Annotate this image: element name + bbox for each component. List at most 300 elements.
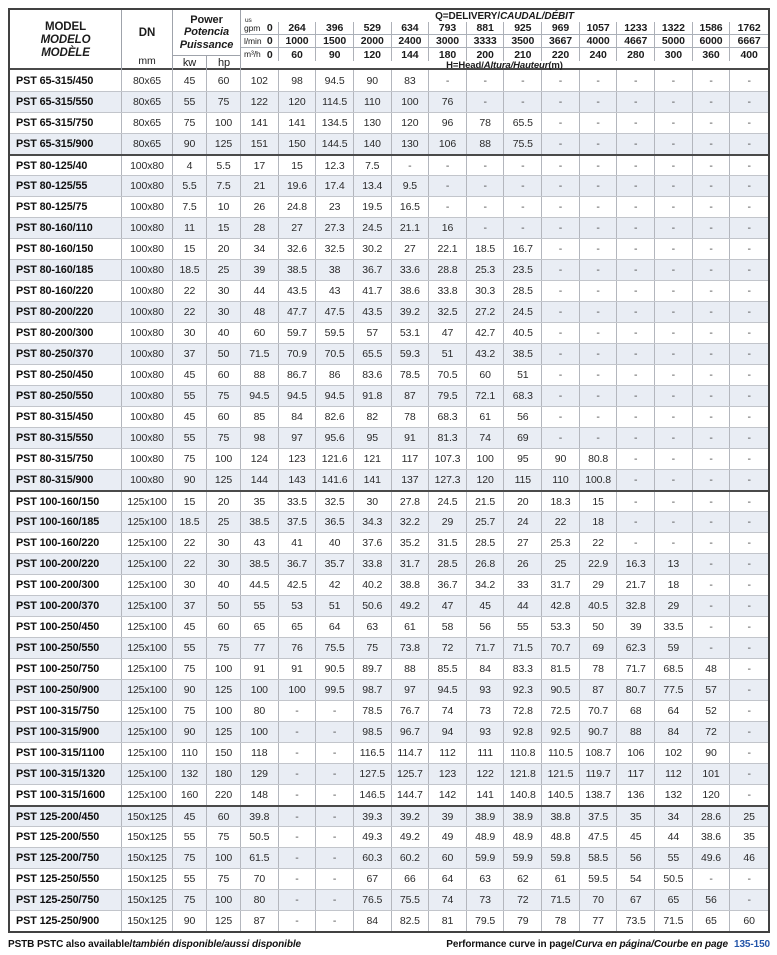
hp-value-cell: 100 xyxy=(207,848,241,868)
head-value-cell: - xyxy=(467,156,505,175)
head-value-cell: - xyxy=(747,894,751,906)
head-value-cell: - xyxy=(747,432,751,444)
head-value-cell: 39.8 xyxy=(241,807,279,826)
head-value-cell: 86 xyxy=(316,365,354,385)
table-row xyxy=(10,700,768,721)
head-value-cell: 33.6 xyxy=(392,260,430,280)
kw-value-cell: 75 xyxy=(173,659,207,679)
model-name-cell: PST 80-125/75 xyxy=(10,197,122,217)
hp-value-cell: 75 xyxy=(207,827,241,847)
hp-value-cell: 40 xyxy=(207,323,241,343)
head-value-cell: 71.7 xyxy=(467,638,505,658)
head-value-cell: - xyxy=(429,176,467,196)
table-row xyxy=(10,889,768,910)
head-value-cell: 49.3 xyxy=(354,827,392,847)
kw-value-cell: 7.5 xyxy=(173,197,207,217)
kw-value-cell: 15 xyxy=(173,492,207,511)
head-value-cell: 78 xyxy=(580,659,618,679)
head-value-cell: 92.8 xyxy=(504,722,542,742)
head-value-cell: - xyxy=(279,827,317,847)
table-row xyxy=(10,595,768,616)
head-value-cell: 37.5 xyxy=(580,807,618,826)
head-value-cell: 94.5 xyxy=(429,680,467,700)
head-value-cell: 75.5 xyxy=(392,890,430,910)
dn-value-cell: 150x125 xyxy=(122,869,173,889)
head-value-cell: - xyxy=(467,218,505,238)
head-value-cell: - xyxy=(467,197,505,217)
table-row xyxy=(10,133,768,154)
hp-value-cell: 10 xyxy=(207,197,241,217)
head-value-cell: 34 xyxy=(655,807,693,826)
kw-unit-header: kw xyxy=(173,56,207,70)
flow-value: 180 xyxy=(429,48,467,61)
kw-value-cell: 55 xyxy=(173,869,207,889)
head-value-cell: - xyxy=(747,264,751,276)
flow-column-headers xyxy=(241,10,768,70)
head-value-cell: 23 xyxy=(316,197,354,217)
kw-value-cell: 75 xyxy=(173,701,207,721)
model-name-cell: PST 100-160/185 xyxy=(10,512,122,532)
head-value-cell: 38.6 xyxy=(392,281,430,301)
kw-value-cell: 37 xyxy=(173,344,207,364)
head-value-cell: - xyxy=(580,407,618,427)
h-title-unit: (m) xyxy=(548,60,563,71)
head-value-cell: 82.5 xyxy=(392,911,430,931)
head-value-cell: - xyxy=(693,492,731,511)
head-value-cell: 108.7 xyxy=(580,743,618,763)
kw-value-cell: 18.5 xyxy=(173,260,207,280)
head-value-cell: 72 xyxy=(429,638,467,658)
head-value-cell: 23.5 xyxy=(504,260,542,280)
h-title-en: H=Head/ xyxy=(446,60,484,71)
head-value-cell: - xyxy=(655,302,693,322)
flow-value: 280 xyxy=(617,48,655,61)
head-value-cell: 39.3 xyxy=(354,807,392,826)
head-value-cell: 90.5 xyxy=(316,659,354,679)
dn-column-header xyxy=(122,10,173,70)
head-value-cell: - xyxy=(693,617,731,637)
head-value-cell: - xyxy=(617,176,655,196)
head-value-cell: - xyxy=(580,156,618,175)
kw-value-cell: 90 xyxy=(173,680,207,700)
us-label: us xyxy=(245,16,252,24)
head-value-cell: - xyxy=(279,743,317,763)
head-value-cell: - xyxy=(542,239,580,259)
flow-value: 240 xyxy=(580,48,618,61)
head-value-cell: 94.5 xyxy=(316,70,354,91)
head-value-cell: 44 xyxy=(504,596,542,616)
head-value-cell: 68 xyxy=(617,701,655,721)
head-value-cell: 16.3 xyxy=(617,554,655,574)
head-value-cell: 32.5 xyxy=(429,302,467,322)
table-row xyxy=(10,532,768,553)
head-value-cell: 89.7 xyxy=(354,659,392,679)
head-value-cell: 30.2 xyxy=(354,239,392,259)
zero-flow-value: 0 xyxy=(266,35,273,47)
dn-unit-mm: mm xyxy=(138,55,156,67)
head-value-cell: 27 xyxy=(504,533,542,553)
model-name-cell: PST 80-315/750 xyxy=(10,449,122,469)
flow-value: 300 xyxy=(655,48,693,61)
head-value-cell: 123 xyxy=(429,764,467,784)
head-value-cell: 29 xyxy=(655,596,693,616)
model-name-cell: PST 100-315/1600 xyxy=(10,785,122,805)
dn-value-cell: 100x80 xyxy=(122,218,173,238)
head-value-cell: 33 xyxy=(504,575,542,595)
head-value-cell: 112 xyxy=(655,764,693,784)
head-value-cell: 38.5 xyxy=(241,512,279,532)
head-value-cell: 71.7 xyxy=(617,659,655,679)
head-value-cell: 53.3 xyxy=(542,617,580,637)
head-value-cell: 35 xyxy=(617,807,655,826)
model-name-cell: PST 100-200/220 xyxy=(10,554,122,574)
head-value-cell: - xyxy=(693,407,731,427)
head-value-cell: - xyxy=(542,70,580,91)
head-value-cell: 72.8 xyxy=(504,701,542,721)
flow-value: 529 xyxy=(354,22,392,34)
head-value-cell: 107.3 xyxy=(429,449,467,469)
head-value-cell: 80 xyxy=(241,890,279,910)
head-value-cell: - xyxy=(655,323,693,343)
head-value-cell: 56 xyxy=(467,617,505,637)
head-value-cell: 70.9 xyxy=(279,344,317,364)
head-value-cell: 24.5 xyxy=(504,302,542,322)
kw-value-cell: 22 xyxy=(173,554,207,574)
kw-value-cell: 132 xyxy=(173,764,207,784)
head-value-cell: 30.3 xyxy=(467,281,505,301)
head-value-cell: 29 xyxy=(429,512,467,532)
kw-value-cell: 18.5 xyxy=(173,512,207,532)
dn-value-cell: 125x100 xyxy=(122,596,173,616)
dn-value-cell: 125x100 xyxy=(122,785,173,805)
head-value-cell: 68.3 xyxy=(429,407,467,427)
head-value-cell: 79 xyxy=(504,911,542,931)
head-value-cell: - xyxy=(617,260,655,280)
head-value-cell: - xyxy=(693,92,731,112)
head-value-cell: 91 xyxy=(279,659,317,679)
head-value-cell: 64 xyxy=(655,701,693,721)
hp-value-cell: 100 xyxy=(207,113,241,133)
head-value-cell: 85.5 xyxy=(429,659,467,679)
head-value-cell: - xyxy=(747,474,751,486)
head-value-cell: - xyxy=(617,134,655,154)
model-name-cell: PST 100-160/220 xyxy=(10,533,122,553)
head-value-cell: 60 xyxy=(743,915,755,927)
hp-value-cell: 75 xyxy=(207,386,241,406)
head-value-cell: 44 xyxy=(241,281,279,301)
head-value-cell: 36.7 xyxy=(429,575,467,595)
dn-value-cell: 80x65 xyxy=(122,70,173,91)
head-value-cell: 59.8 xyxy=(542,848,580,868)
hp-value-cell: 75 xyxy=(207,92,241,112)
head-value-cell: 58.5 xyxy=(580,848,618,868)
head-value-cell: 70.5 xyxy=(429,365,467,385)
head-value-cell: 52 xyxy=(693,701,731,721)
table-row xyxy=(10,910,768,931)
q-title-en: Q=DELIVERY/ xyxy=(435,11,501,22)
head-value-cell: - xyxy=(542,365,580,385)
head-value-cell: - xyxy=(580,302,618,322)
head-value-cell: 121.5 xyxy=(542,764,580,784)
dn-value-cell: 100x80 xyxy=(122,407,173,427)
hp-value-cell: 15 xyxy=(207,218,241,238)
head-value-cell: - xyxy=(617,407,655,427)
head-value-cell: 27.2 xyxy=(467,302,505,322)
hp-value-cell: 20 xyxy=(207,239,241,259)
head-value-cell: 121 xyxy=(354,449,392,469)
flow-value: 1233 xyxy=(617,22,655,34)
table-row xyxy=(10,805,768,826)
hp-value-cell: 50 xyxy=(207,344,241,364)
head-value-cell: 40.5 xyxy=(504,323,542,343)
head-value-cell: 140.5 xyxy=(542,785,580,805)
head-value-cell: 78.5 xyxy=(392,365,430,385)
table-row xyxy=(10,70,768,91)
kw-value-cell: 55 xyxy=(173,638,207,658)
head-value-cell: - xyxy=(693,428,731,448)
head-value-cell: - xyxy=(580,176,618,196)
head-value-cell: 27.8 xyxy=(392,492,430,511)
head-value-cell: 57 xyxy=(693,680,731,700)
head-value-cell: 97 xyxy=(392,680,430,700)
head-value-cell: 76.5 xyxy=(354,890,392,910)
head-value-cell: 58 xyxy=(429,617,467,637)
head-value-cell: 31.7 xyxy=(542,575,580,595)
head-value-cell: - xyxy=(655,239,693,259)
head-value-cell: 130 xyxy=(354,113,392,133)
head-value-cell: - xyxy=(747,642,751,654)
model-name-cell: PST 100-160/150 xyxy=(10,492,122,511)
head-value-cell: 50 xyxy=(580,617,618,637)
head-value-cell: 60.2 xyxy=(392,848,430,868)
head-value-cell: 67 xyxy=(617,890,655,910)
table-row xyxy=(10,784,768,805)
head-value-cell: - xyxy=(542,113,580,133)
head-value-cell: - xyxy=(617,533,655,553)
head-value-cell: 59.5 xyxy=(580,869,618,889)
head-value-cell: - xyxy=(467,70,505,91)
head-value-cell: 59.9 xyxy=(504,848,542,868)
hp-value-cell: 30 xyxy=(207,554,241,574)
head-value-cell: 17.4 xyxy=(316,176,354,196)
table-row xyxy=(10,385,768,406)
flow-value: 60 xyxy=(279,48,317,61)
head-value-cell: 47 xyxy=(429,323,467,343)
head-value-cell: - xyxy=(617,92,655,112)
head-value-cell: 121.6 xyxy=(316,449,354,469)
head-value-cell: 13 xyxy=(655,554,693,574)
head-value-cell: 90.5 xyxy=(542,680,580,700)
head-value-cell: - xyxy=(429,197,467,217)
table-row xyxy=(10,238,768,259)
head-value-cell: 25 xyxy=(743,810,755,823)
head-value-cell: - xyxy=(316,764,354,784)
head-value-cell: - xyxy=(617,428,655,448)
table-row xyxy=(10,448,768,469)
head-value-cell: - xyxy=(693,344,731,364)
head-value-cell: - xyxy=(279,807,317,826)
head-value-cell: - xyxy=(279,701,317,721)
head-value-cell: - xyxy=(279,911,317,931)
head-value-cell: - xyxy=(542,134,580,154)
hp-value-cell: 25 xyxy=(207,260,241,280)
head-value-cell: 19.6 xyxy=(279,176,317,196)
head-value-cell: 65 xyxy=(693,911,731,931)
head-value-cell: - xyxy=(693,386,731,406)
dn-value-cell: 80x65 xyxy=(122,134,173,154)
head-value-cell: 20 xyxy=(504,492,542,511)
head-value-cell: - xyxy=(542,176,580,196)
head-value-cell: 15 xyxy=(580,492,618,511)
head-value-cell: - xyxy=(693,449,731,469)
head-value-cell: 91.8 xyxy=(354,386,392,406)
head-value-cell: - xyxy=(655,407,693,427)
head-value-cell: 64 xyxy=(429,869,467,889)
head-value-cell: 90.7 xyxy=(580,722,618,742)
head-value-cell: 24.5 xyxy=(429,492,467,511)
head-value-cell: - xyxy=(655,344,693,364)
hp-value-cell: 75 xyxy=(207,638,241,658)
head-value-cell: 49.6 xyxy=(693,848,731,868)
head-value-cell: 122 xyxy=(241,92,279,112)
table-row xyxy=(10,616,768,637)
head-value-cell: 78 xyxy=(467,113,505,133)
head-value-cell: 81 xyxy=(429,911,467,931)
head-value-cell: - xyxy=(655,156,693,175)
hp-value-cell: 100 xyxy=(207,701,241,721)
flow-value: 634 xyxy=(392,22,430,34)
head-value-cell: 71.5 xyxy=(241,344,279,364)
head-value-cell: 22 xyxy=(542,512,580,532)
head-value-cell: 29 xyxy=(580,575,618,595)
head-value-cell: 120 xyxy=(467,470,505,490)
head-value-cell: - xyxy=(580,260,618,280)
head-value-cell: 28.8 xyxy=(429,260,467,280)
head-value-cell: 141 xyxy=(279,113,317,133)
hp-value-cell: 30 xyxy=(207,533,241,553)
table-header xyxy=(10,10,768,70)
head-value-cell: 84 xyxy=(279,407,317,427)
table-row xyxy=(10,196,768,217)
model-name-cell: PST 125-200/450 xyxy=(10,807,122,826)
head-value-cell: - xyxy=(316,701,354,721)
head-value-cell: 21.1 xyxy=(392,218,430,238)
dn-value-cell: 125x100 xyxy=(122,492,173,511)
head-value-cell: 17 xyxy=(241,156,279,175)
head-value-cell: - xyxy=(747,768,751,780)
model-header-fr: MODÈLE xyxy=(41,46,90,59)
head-value-cell: 66 xyxy=(392,869,430,889)
head-value-cell: 140 xyxy=(354,134,392,154)
table-row xyxy=(10,742,768,763)
head-value-cell: - xyxy=(747,537,751,549)
head-value-cell: 100.8 xyxy=(580,470,618,490)
model-name-cell: PST 80-160/110 xyxy=(10,218,122,238)
head-value-cell: - xyxy=(747,600,751,612)
head-value-cell: - xyxy=(693,156,731,175)
head-value-cell: 90 xyxy=(354,70,392,91)
head-value-cell: 22.1 xyxy=(429,239,467,259)
head-value-cell: 110 xyxy=(542,470,580,490)
head-value-cell: 48.9 xyxy=(467,827,505,847)
model-name-cell: PST 80-125/40 xyxy=(10,156,122,175)
head-value-cell: 71.5 xyxy=(504,638,542,658)
head-value-cell: 98.5 xyxy=(354,722,392,742)
head-value-cell: 141 xyxy=(354,470,392,490)
head-value-cell: 40.2 xyxy=(354,575,392,595)
head-value-cell: 76 xyxy=(279,638,317,658)
head-value-cell: 33.8 xyxy=(354,554,392,574)
head-value-cell: - xyxy=(655,449,693,469)
hp-value-cell: 150 xyxy=(207,743,241,763)
head-value-cell: - xyxy=(617,449,655,469)
performance-curve-pages: 135-150 xyxy=(734,939,770,950)
model-name-cell: PST 125-200/750 xyxy=(10,848,122,868)
head-value-cell: 61 xyxy=(392,617,430,637)
head-value-cell: - xyxy=(542,428,580,448)
head-value-cell: 43 xyxy=(241,533,279,553)
head-value-cell: 87 xyxy=(392,386,430,406)
head-value-cell: 90 xyxy=(693,743,731,763)
kw-value-cell: 30 xyxy=(173,575,207,595)
dn-value-cell: 125x100 xyxy=(122,554,173,574)
head-value-cell: - xyxy=(542,386,580,406)
head-value-cell: - xyxy=(617,113,655,133)
kw-value-cell: 90 xyxy=(173,911,207,931)
flow-value: 6667 xyxy=(737,35,761,47)
head-value-cell: 25.3 xyxy=(467,260,505,280)
head-value-cell: - xyxy=(279,722,317,742)
head-value-cell: 84 xyxy=(354,911,392,931)
hp-value-cell: 100 xyxy=(207,890,241,910)
table-row xyxy=(10,637,768,658)
head-value-cell: 63 xyxy=(467,869,505,889)
flow-value: 1057 xyxy=(580,22,618,34)
head-value-cell: 70 xyxy=(580,890,618,910)
head-value-cell: 38.8 xyxy=(542,807,580,826)
head-value-cell: 9.5 xyxy=(392,176,430,196)
head-value-cell: 100 xyxy=(392,92,430,112)
head-value-cell: - xyxy=(316,911,354,931)
head-value-cell: 44.5 xyxy=(241,575,279,595)
head-value-cell: 70 xyxy=(241,869,279,889)
head-value-cell: 47.5 xyxy=(316,302,354,322)
head-value-cell: 142 xyxy=(429,785,467,805)
head-value-cell: 95 xyxy=(504,449,542,469)
model-name-cell: PST 100-315/900 xyxy=(10,722,122,742)
model-name-cell: PST 100-250/900 xyxy=(10,680,122,700)
head-value-cell: - xyxy=(747,96,751,108)
head-value-cell: 26.8 xyxy=(467,554,505,574)
kw-value-cell: 75 xyxy=(173,449,207,469)
head-value-cell: - xyxy=(693,70,731,91)
head-value-cell: - xyxy=(580,386,618,406)
head-value-cell: 62 xyxy=(504,869,542,889)
head-value-cell: 44 xyxy=(655,827,693,847)
head-value-cell: 15 xyxy=(279,156,317,175)
head-value-cell: - xyxy=(580,70,618,91)
dn-value-cell: 100x80 xyxy=(122,281,173,301)
head-value-cell: - xyxy=(747,579,751,591)
head-value-cell: - xyxy=(747,705,751,717)
head-value-cell: - xyxy=(580,428,618,448)
head-value-cell: 49.2 xyxy=(392,596,430,616)
head-value-cell: - xyxy=(693,260,731,280)
head-value-cell: 114.7 xyxy=(392,743,430,763)
table-row xyxy=(10,826,768,847)
hp-value-cell: 180 xyxy=(207,764,241,784)
model-column-header xyxy=(10,10,122,70)
